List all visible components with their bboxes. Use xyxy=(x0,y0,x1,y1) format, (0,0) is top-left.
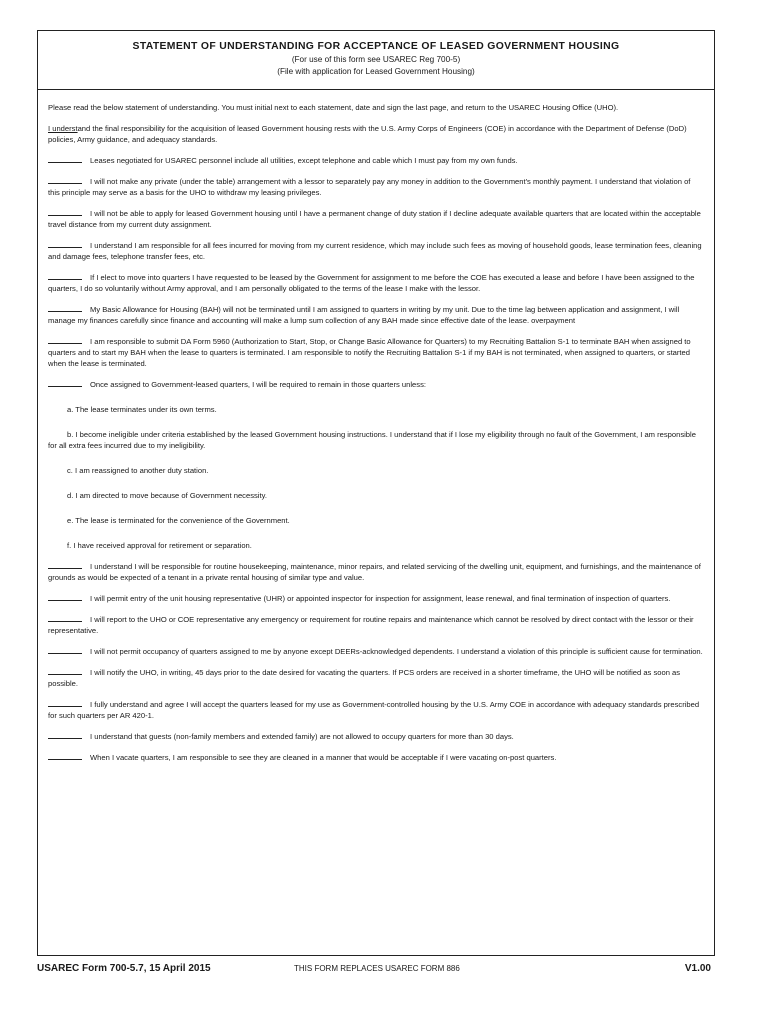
sub-item: d. I am directed to move because of Government necessity. xyxy=(67,491,267,500)
form-footer xyxy=(37,963,715,977)
initial-field[interactable] xyxy=(48,561,82,569)
replaces-note: THIS FORM REPLACES USAREC FORM 886 xyxy=(294,964,460,973)
statement-text: I am responsible to submit DA Form 5960 (Authorization to Start, Stop, or Change Basic Allowance for Quarters) to my Recruiting Battalion S-1 to terminate BAH when assigned to quarters and to start my BAH when the lease to quarters is terminated. I am responsible to notify the Recruiting Battalion S-1 if my BAH is not terminated, when assigned to quarters, or started when the lease is terminated. xyxy=(48,337,691,368)
initial-field[interactable] xyxy=(48,176,82,184)
statement-item xyxy=(48,561,704,583)
initial-field[interactable] xyxy=(48,752,82,760)
statement-item xyxy=(48,667,704,689)
understand-lead: I underst xyxy=(48,124,78,133)
sub-item: f. I have received approval for retirement or separation. xyxy=(67,541,252,550)
statement-item xyxy=(48,379,704,390)
statement-item xyxy=(48,614,704,636)
initial-field[interactable] xyxy=(48,731,82,739)
statement-item xyxy=(48,699,704,721)
statement-text: My Basic Allowance for Housing (BAH) will not be terminated until I am assigned to quarters in writing by my unit. Due to the time lag between application and assignment, I will manage my finances carefully since finance and accounting will make a lump sum collection of any BAH made since effective date of the lease. overpayment xyxy=(48,305,680,325)
form-title: STATEMENT OF UNDERSTANDING FOR ACCEPTANCE OF LEASED GOVERNMENT HOUSING xyxy=(132,41,620,52)
statement-item xyxy=(48,155,704,166)
initial-field[interactable] xyxy=(48,155,82,163)
sub-item: b. I become ineligible under criteria established by the leased Government housing instructions. I understand that if I lose my eligibility through no fault of the Government, I am responsible for all extra fees incurred due to my ineligibility. xyxy=(48,430,696,450)
sub-item: a. The lease terminates under its own terms. xyxy=(67,405,217,414)
statement-item xyxy=(48,208,704,230)
statement-item xyxy=(48,731,704,742)
statement-item xyxy=(48,752,704,763)
initial-field[interactable] xyxy=(48,699,82,707)
statement-text: I will not be able to apply for leased Government housing until I have a permanent change of duty station if I decline adequate available quarters that are located within the acceptable travel distance from my current duty assignment. xyxy=(48,209,701,229)
statement-text: Leases negotiated for USAREC personnel include all utilities, except telephone and cable which I must pay from my own funds. xyxy=(90,156,518,165)
understand-rest: and the final responsibility for the acquisition of leased Government housing rests with the U.S. Army Corps of Engineers (COE) in accordance with the Department of Defense (DoD) policies, Army guidance, and adequacy standards. xyxy=(48,124,687,144)
form-version: V1.00 xyxy=(684,963,711,974)
statement-text: Once assigned to Government-leased quarters, I will be required to remain in those quarters unless: xyxy=(90,380,426,389)
form-header xyxy=(38,31,714,90)
form-subtitle-usage: (For use of this form see USAREC Reg 700-5) xyxy=(291,55,461,64)
statement-text: If I elect to move into quarters I have requested to be leased by the Government for assignment to me before the COE has executed a lease and before I have been assigned to the quarters, I do so voluntarily without Army approval, and I am personally obligated to the terms of the lease I make with the lessor. xyxy=(48,273,695,293)
form-number: USAREC Form 700-5.7, 15 April 2015 xyxy=(37,963,211,974)
sub-item: e. The lease is terminated for the convenience of the Government. xyxy=(67,516,290,525)
statement-item xyxy=(48,336,704,369)
statement-item xyxy=(48,304,704,326)
initial-field[interactable] xyxy=(48,667,82,675)
statement-text: I understand I am responsible for all fees incurred for moving from my current residence, which may include such fees as moving of household goods, lease termination fees, cleaning and damage fees, telephone transfer fees, etc. xyxy=(48,241,702,261)
statement-item xyxy=(48,646,704,657)
initial-field[interactable] xyxy=(48,593,82,601)
statement-text: I understand that guests (non-family members and extended family) are not allowed to occupy quarters for more than 30 days. xyxy=(90,732,514,741)
initial-field[interactable] xyxy=(48,336,82,344)
initial-field[interactable] xyxy=(48,240,82,248)
statement-text: I will notify the UHO, in writing, 45 days prior to the date desired for vacating the quarters. If PCS orders are received in a shorter timeframe, the UHO will be notified as soon as possible. xyxy=(48,668,681,688)
initial-field[interactable] xyxy=(48,646,82,654)
initial-field[interactable] xyxy=(48,272,82,280)
statement-text: I will report to the UHO or COE representative any emergency or requirement for routine repairs and maintenance which cannot be resolved by direct contact with the lessor or their representative. xyxy=(48,615,694,635)
understand-statement xyxy=(48,123,704,145)
form-frame xyxy=(37,30,715,956)
initial-field[interactable] xyxy=(48,379,82,387)
statement-item xyxy=(48,176,704,198)
statement-text: When I vacate quarters, I am responsible to see they are cleaned in a manner that would be acceptable if I were vacating on-post quarters. xyxy=(90,753,557,762)
statement-text: I will permit entry of the unit housing representative (UHR) or appointed inspector for inspection for assignment, lease renewal, and final termination of inspection of quarters. xyxy=(90,594,671,603)
statement-item xyxy=(48,593,704,604)
sub-item: c. I am reassigned to another duty station. xyxy=(67,466,209,475)
statement-item xyxy=(48,272,704,294)
statement-text: I understand I will be responsible for routine housekeeping, maintenance, minor repairs, and related servicing of the dwelling unit, equipment, and furnishings, and the maintenance of grounds as would be expected of a tenant in a private rental housing of similar type and value. xyxy=(48,562,701,582)
initial-field[interactable] xyxy=(48,614,82,622)
initial-field[interactable] xyxy=(48,208,82,216)
form-body xyxy=(38,90,714,763)
initial-field[interactable] xyxy=(48,304,82,312)
statement-text: I fully understand and agree I will accept the quarters leased for my use as Government-controlled housing by the U.S. Army COE in accordance with adequacy standards prescribed for such quarters per AR 420-1. xyxy=(48,700,700,720)
form-subtitle-filing: (File with application for Leased Government Housing) xyxy=(277,67,475,76)
statement-text: I will not make any private (under the table) arrangement with a lessor to separately pay any money in addition to the Government's monthly payment. I understand that violation of this principle may serve as a basis for the UHO to withdraw my leasing privileges. xyxy=(48,177,691,197)
intro-text: Please read the below statement of understanding. You must initial next to each statement, date and sign the last page, and return to the USAREC Housing Office (UHO). xyxy=(48,103,619,112)
statement-item xyxy=(48,240,704,262)
statement-text: I will not permit occupancy of quarters assigned to me by anyone except DEERs-acknowledged dependents. I understand a violation of this principle is sufficient cause for termination. xyxy=(90,647,703,656)
